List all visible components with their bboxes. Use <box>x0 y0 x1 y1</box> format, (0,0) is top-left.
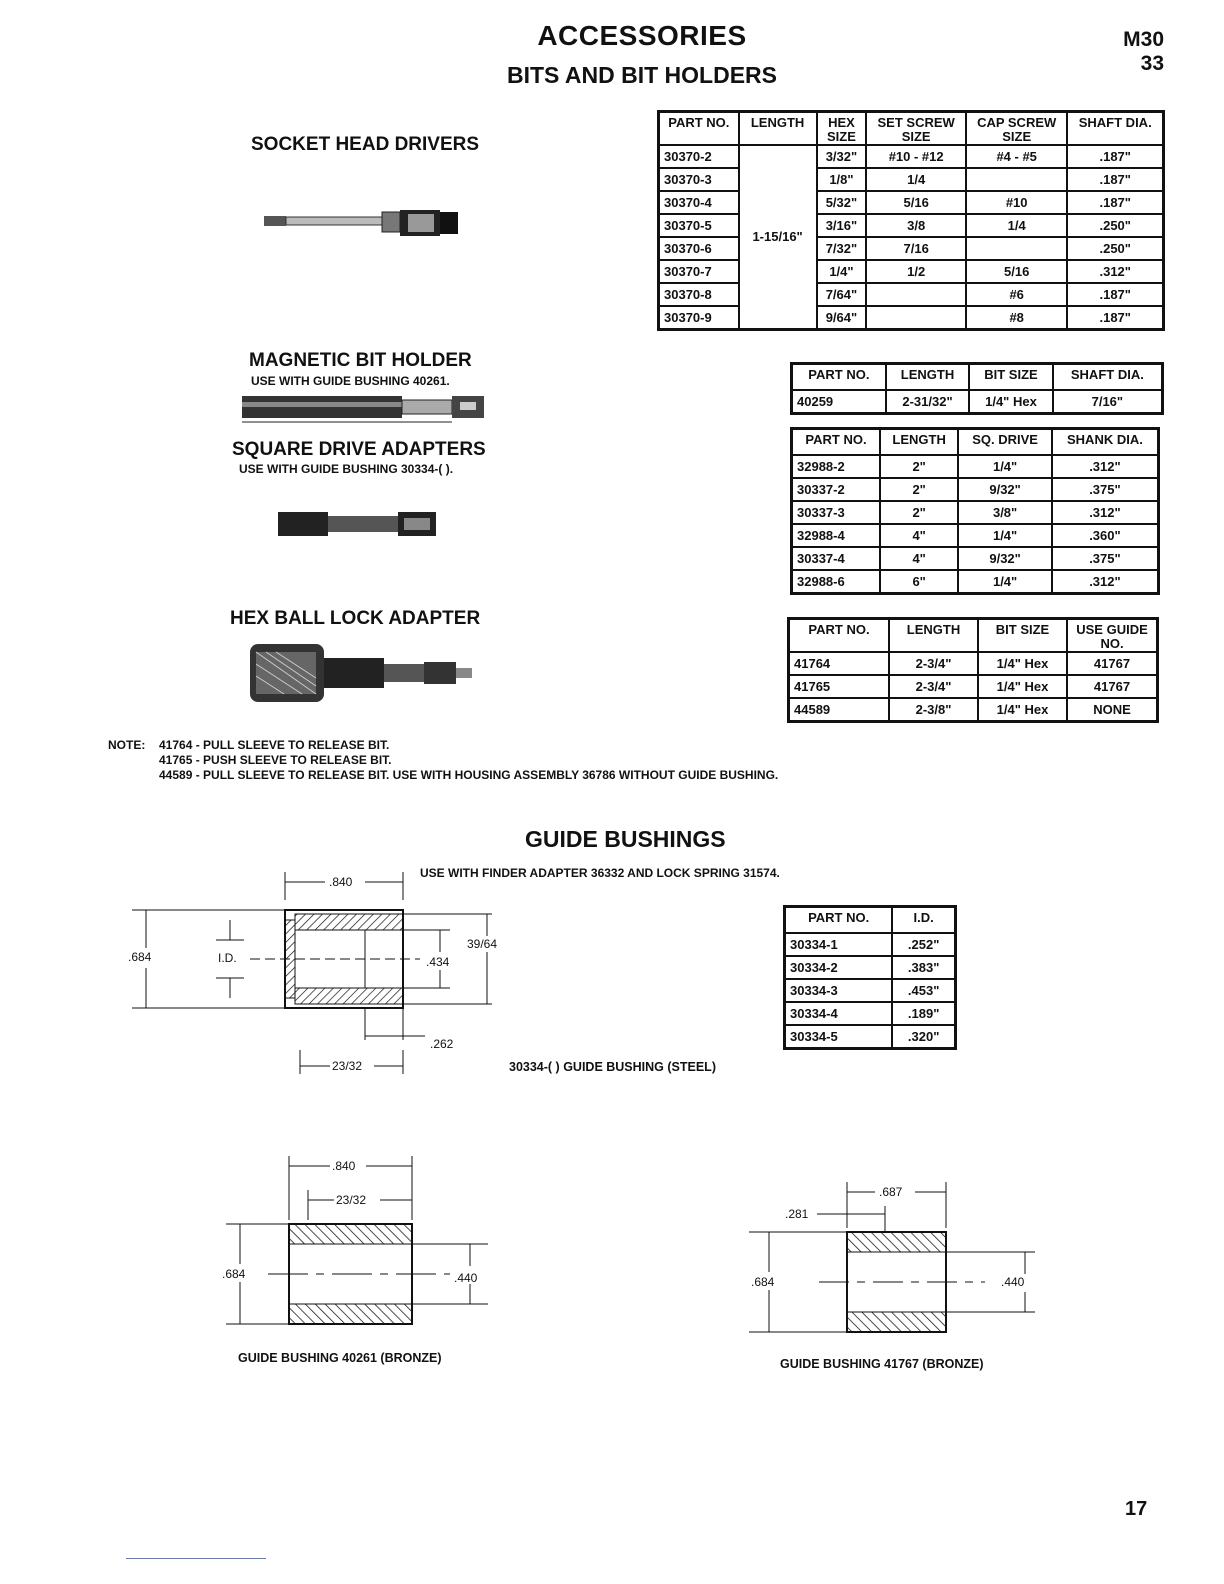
table-row: 32988-6 6" 1/4" .312" <box>792 570 1159 594</box>
dim-434: .434 <box>426 955 450 969</box>
socket-driver-illustration <box>262 206 462 242</box>
bronze-41767-caption: GUIDE BUSHING 41767 (BRONZE) <box>780 1357 984 1371</box>
col-use-guide: USE GUIDE NO. <box>1067 619 1158 653</box>
table-row: 41764 2-3/4" 1/4" Hex 41767 <box>789 652 1158 675</box>
table-row: 32988-2 2" 1/4" .312" <box>792 455 1159 478</box>
shared-length: 1-15/16" <box>739 145 817 330</box>
table-row: 30370-7 1/4" 1/2 5/16 .312" <box>659 260 1164 283</box>
socket-head-table <box>657 110 1165 331</box>
socket-head-label: SOCKET HEAD DRIVERS <box>251 134 480 155</box>
col-length: LENGTH <box>889 619 978 653</box>
page-title: ACCESSORIES <box>537 20 747 51</box>
table-row: 30337-2 2" 9/32" .375" <box>792 478 1159 501</box>
steel-bushing-drawing <box>120 870 520 1080</box>
table-row: 30334-1 .252" <box>785 933 956 956</box>
col-bit-size: BIT SIZE <box>978 619 1067 653</box>
page-number: 17 <box>1125 1498 1148 1520</box>
square-drive-sub: USE WITH GUIDE BUSHING 30334-( ). <box>239 462 454 476</box>
table-row: 40259 2-31/32" 1/4" Hex 7/16" <box>792 390 1163 414</box>
hex-ball-adapter-illustration <box>246 640 478 706</box>
note-line: 41764 - PULL SLEEVE TO RELEASE BIT. <box>159 738 390 752</box>
dim-39-64: 39/64 <box>467 937 498 951</box>
dim-id: I.D. <box>218 951 237 965</box>
table-row: 30334-2 .383" <box>785 956 956 979</box>
col-shaft-dia: SHAFT DIA. <box>1067 112 1163 146</box>
col-id: I.D. <box>892 907 955 934</box>
table-row: 32988-4 4" 1/4" .360" <box>792 524 1159 547</box>
guide-usage: USE WITH FINDER ADAPTER 36332 AND LOCK SPRING 31574. <box>420 866 780 880</box>
dim-440: .440 <box>1001 1275 1025 1289</box>
magnetic-sub: USE WITH GUIDE BUSHING 40261. <box>251 374 450 388</box>
footer-rule <box>126 1558 266 1559</box>
col-part-no: PART NO. <box>659 112 739 146</box>
dim-840: .840 <box>329 875 353 889</box>
note-line: 41765 - PUSH SLEEVE TO RELEASE BIT. <box>159 753 392 767</box>
table-row: 30370-9 9/64" #8 .187" <box>659 306 1164 330</box>
model-code: M30 <box>1123 28 1164 51</box>
dim-23-32: 23/32 <box>332 1059 363 1073</box>
col-part-no: PART NO. <box>792 429 880 456</box>
table-row: 30370-5 3/16" 3/8 1/4 .250" <box>659 214 1164 237</box>
col-length: LENGTH <box>739 112 817 146</box>
col-bit-size: BIT SIZE <box>969 364 1052 391</box>
notes-list <box>159 738 778 783</box>
col-length: LENGTH <box>880 429 958 456</box>
magnetic-holder-illustration <box>240 392 496 428</box>
magnetic-label: MAGNETIC BIT HOLDER <box>249 350 472 371</box>
guide-bushing-table <box>783 905 957 1050</box>
hex-ball-label: HEX BALL LOCK ADAPTER <box>230 608 481 629</box>
col-hex-size: HEX SIZE <box>817 112 867 146</box>
dim-684: .684 <box>751 1275 775 1289</box>
dim-684: .684 <box>128 950 152 964</box>
hex-ball-table <box>787 617 1159 723</box>
table-row: 30370-3 1/8" 1/4 .187" <box>659 168 1164 191</box>
dim-23-32: 23/32 <box>336 1193 367 1207</box>
note-prefix: NOTE: <box>108 738 146 752</box>
table-row: 41765 2-3/4" 1/4" Hex 41767 <box>789 675 1158 698</box>
page-code <box>1123 28 1164 76</box>
table-row: 44589 2-3/8" 1/4" Hex NONE <box>789 698 1158 722</box>
dim-440: .440 <box>454 1271 478 1285</box>
steel-bushing-caption: 30334-( ) GUIDE BUSHING (STEEL) <box>509 1060 716 1074</box>
page-subtitle: BITS AND BIT HOLDERS <box>506 62 778 88</box>
table-row: 30370-2 1-15/16" 3/32" #10 - #12 #4 - #5 .187" <box>659 145 1164 168</box>
table-row: 30337-4 4" 9/32" .375" <box>792 547 1159 570</box>
bronze-40261-caption: GUIDE BUSHING 40261 (BRONZE) <box>238 1351 442 1365</box>
square-drive-table <box>790 427 1160 595</box>
square-adapter-illustration <box>276 508 440 540</box>
guide-bushings-title: GUIDE BUSHINGS <box>525 826 726 852</box>
table-row: 30370-6 7/32" 7/16 .250" <box>659 237 1164 260</box>
dim-281: .281 <box>785 1207 809 1221</box>
col-part-no: PART NO. <box>785 907 893 934</box>
table-row: 30370-8 7/64" #6 .187" <box>659 283 1164 306</box>
table-row: 30334-4 .189" <box>785 1002 956 1025</box>
dim-262: .262 <box>430 1037 454 1051</box>
section-code: 33 <box>1140 52 1164 75</box>
col-shank-dia: SHANK DIA. <box>1052 429 1159 456</box>
bronze-bushing-41767-drawing <box>745 1176 1045 1340</box>
col-part-no: PART NO. <box>789 619 890 653</box>
square-drive-label: SQUARE DRIVE ADAPTERS <box>232 439 486 460</box>
col-length: LENGTH <box>886 364 969 391</box>
dim-840: .840 <box>332 1159 356 1173</box>
table-row: 30334-5 .320" <box>785 1025 956 1049</box>
bronze-bushing-40261-drawing <box>220 1150 500 1336</box>
col-set-screw: SET SCREW SIZE <box>866 112 966 146</box>
dim-687: .687 <box>879 1185 903 1199</box>
table-row: 30337-3 2" 3/8" .312" <box>792 501 1159 524</box>
col-sq-drive: SQ. DRIVE <box>958 429 1052 456</box>
col-part-no: PART NO. <box>792 364 886 391</box>
table-row: 30370-4 5/32" 5/16 #10 .187" <box>659 191 1164 214</box>
col-shaft-dia: SHAFT DIA. <box>1053 364 1163 391</box>
col-cap-screw: CAP SCREW SIZE <box>966 112 1068 146</box>
magnetic-table <box>790 362 1164 415</box>
dim-684: .684 <box>222 1267 246 1281</box>
note-line: 44589 - PULL SLEEVE TO RELEASE BIT. USE WITH HOUSING ASSEMBLY 36786 WITHOUT GUIDE BUSHING. <box>159 768 779 782</box>
table-row: 30334-3 .453" <box>785 979 956 1002</box>
